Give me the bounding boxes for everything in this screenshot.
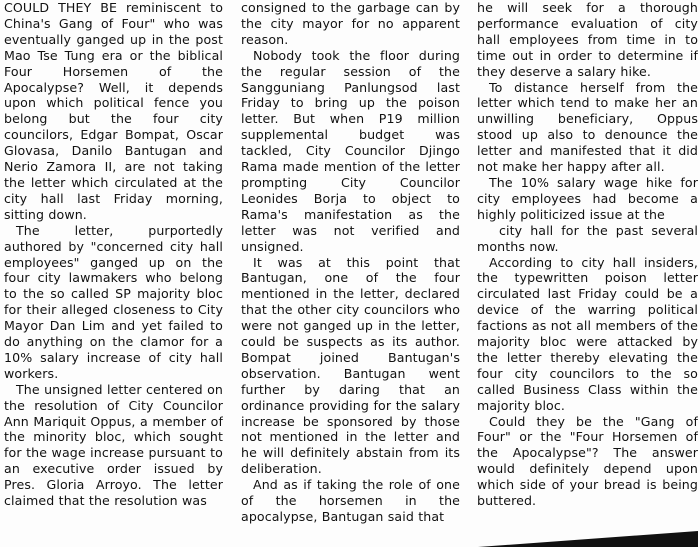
article-paragraph: Could they be the "Gang of Four" or the "Four Horsemen of the Apocalypse"? The answer would definitely depend upon which side of your bread is being buttered.: [477, 413, 698, 509]
article-column-3: [477, 0, 698, 547]
article-paragraph: The unsigned letter centered on the resolution of City Councilor Ann Mariquit Oppus, a member of the minority bloc, which sought for the wage increase pursuant to an executive order issued by Pres. Gloria Arroyo. The letter claimed that the resolution was: [4, 381, 223, 509]
article-paragraph: The 10% salary wage hike for city employees had become a highly politicized issue at the: [477, 174, 698, 222]
article-paragraph: It was at this point that Bantugan, one of the four mentioned in the letter, declared that the other city councilors who were not ganged up in the letter, could be suspects as its author. Bompat joined Bantugan's observation. Bantugan went further by daring that an ordinance providing for the salary increase be sponsored by those not mentioned in the letter and he will definitely abstain from its deliberation.: [241, 254, 460, 477]
article-paragraph: According to city hall insiders, the typewritten poison letter circulated last Friday could be a device of the warring political factions as not all members of the majority bloc were attacked by the letter thereby elevating the four city councilors to the so called Business Class within the majority bloc.: [477, 254, 698, 413]
article-paragraph: consigned to the garbage can by the city mayor for no apparent reason.: [241, 0, 460, 47]
article-paragraph: The letter, purportedly authored by "concerned city hall employees" ganged up on the four city lawmakers who belong to the so called SP majority bloc for their alleged closeness to City Mayor Dan Lim and yet failed to do anything on the clamor for a 10% salary increase of city hall workers.: [4, 222, 223, 381]
article-paragraph: city hall for the past several months now.: [477, 222, 698, 254]
decorative-corner-graphic: [478, 531, 698, 547]
article-paragraph: Nobody took the floor during the regular session of the Sangguniang Panlungsod last Friday to bring up the poison letter. But when P19 million supplemental budget was tackled, City Councilor Djingo Rama made mention of the letter prompting City Councilor Leonides Borja to object to Rama's manifestation as the letter was not verified and unsigned.: [241, 47, 460, 254]
article-paragraph: And as if taking the role of one of the horsemen in the apocalypse, Bantugan said that: [241, 477, 460, 524]
article-column-2: [241, 0, 460, 547]
article-paragraph: COULD THEY BE reminiscent to China's Gang of Four" who was eventually ganged up in the post Mao Tse Tung era or the biblical Four Horsemen of the Apocalypse? Well, it depends upon which political fence you belong but the four city councilors, Edgar Bompat, Oscar Glovasa, Danilo Bantugan and Nerio Zamora II, are not taking the letter which circulated at the city hall last Friday morning, sitting down.: [4, 0, 223, 222]
article-column-1: [4, 0, 223, 547]
article-paragraph: he will seek for a thorough performance evaluation of city hall employees from time in to time out in order to determine if they deserve a salary hike.: [477, 0, 698, 79]
article-paragraph: To distance herself from the letter which tend to make her an unwilling beneficiary, Oppus stood up also to denounce the letter and manifested that it did not make her happy after all.: [477, 79, 698, 175]
